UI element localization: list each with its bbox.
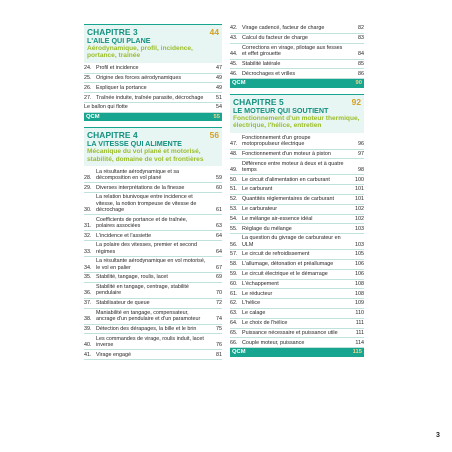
entry-number: 30. [84,206,92,213]
entry-page: 111 [355,320,364,327]
entry-number: 48. [230,150,238,157]
toc-entry[interactable] [84,334,222,350]
entry-number: 31. [84,222,92,229]
entry-title: Quantités réglementaires de carburant [242,196,334,203]
entry-number: 40. [84,341,92,348]
chapter-5-header [230,94,364,133]
entry-page: 100 [355,176,364,183]
entry-page: 83 [358,35,364,42]
entry-title: Traînée induite, traînée parasite, décrochage [96,94,204,101]
toc-entry[interactable] [230,319,364,329]
entry-title: Origine des forces aérodynamiques [96,74,182,81]
chapter-number: CHAPITRE 4 [87,130,138,141]
entry-title: Le circuit électrique et le démarrage [242,271,328,278]
entry-number: 63. [230,310,238,317]
entry-number: 46. [230,70,238,77]
entry-page: 76 [216,341,222,348]
entry-title: Le calage [242,310,266,317]
toc-entry[interactable] [84,299,222,309]
entry-number: 26. [84,84,92,91]
entry-page: 49 [216,84,222,91]
entry-title: Fonctionnement d'un groupe motopropulseur électrique [242,134,311,148]
toc-entry[interactable] [230,329,364,339]
entry-title: Le circuit de refroidissement [242,251,310,258]
entry-title: Réglage du mélange [242,225,292,232]
toc-entry[interactable] [230,60,364,70]
entry-number: 64. [230,320,238,327]
entry-number: 37. [84,300,92,307]
entry-page: 59 [216,174,222,181]
entry-page: 67 [216,264,222,271]
entry-page: 106 [355,261,364,268]
entry-page: 103 [355,241,364,248]
qcm-page: 115 [352,349,362,356]
entry-number: 41. [84,351,92,358]
qcm-label: QCM [232,80,246,87]
toc-entry[interactable] [84,283,222,299]
entry-number: 58. [230,261,238,268]
entry-title: Stabilité, tangage, roulis, lacet [96,274,168,281]
entry-page: 47 [216,65,222,72]
entry-title: Diverses interprétations de la finesse [96,184,185,191]
toc-left-column [84,24,222,360]
entry-title: L'échappement [242,280,279,287]
toc-entry[interactable] [230,34,364,44]
toc-entry[interactable] [84,215,222,231]
toc-entry[interactable] [84,350,222,360]
toc-entry[interactable] [230,175,364,185]
chapter-title: LE MOTEUR QUI SOUTIENT [233,105,329,115]
entry-number: 45. [230,60,238,67]
entry-title: Le réducteur [242,290,273,297]
entry-title: Le ballon qui flotte [84,104,128,111]
entry-title: Les commandes de virage, roulis induit, lacet inverse [96,335,204,348]
entry-title: Maniabilité en tangage, compensateur, ancrage d'un pendulaire et d'un paramoteur [96,309,201,323]
entry-title: Puissance nécessaire et puissance utile [242,329,338,336]
entry-number: 24. [84,65,92,72]
entry-number: 57. [230,251,238,258]
entry-title: Corrections en virage, pilotage aux fesses et effet girouette [242,44,343,58]
entry-title: Le mélange air-essence idéal [242,215,313,222]
entry-number: 27. [84,94,92,101]
entry-page: 105 [355,251,364,258]
entry-title: Le choix de l'hélice [242,320,288,327]
chapter-page: 92 [351,96,361,107]
toc-entry[interactable] [84,231,222,241]
entry-number: 66. [230,339,238,346]
entry-page: 54 [216,104,222,111]
entry-page: 63 [216,222,222,229]
chapter-number: CHAPITRE 5 [233,96,284,107]
entry-title: La résultante aérodynamique en vol motorisé, le vol en palier [96,258,206,271]
toc-entry[interactable] [84,273,222,283]
qcm-bar[interactable] [84,113,222,122]
toc-entry[interactable] [230,280,364,290]
toc-entry[interactable] [230,260,364,270]
entry-title: L'incidence et l'assiette [96,232,152,239]
entry-number: 44. [230,51,238,58]
toc-entry[interactable] [230,205,364,215]
chapter-4-header [84,127,222,166]
page-number: 3 [436,432,440,439]
toc-entry[interactable] [84,93,222,103]
entry-number: 61. [230,290,238,297]
entry-number: 65. [230,329,238,336]
toc-entry[interactable] [230,215,364,225]
chapter-number: CHAPITRE 3 [87,27,138,37]
qcm-label: QCM [86,114,100,121]
entry-title: La polaire des vitesses, premier et second régimes [96,242,197,255]
qcm-bar[interactable] [230,348,364,357]
entry-page: 51 [216,94,222,101]
entry-number: 59. [230,271,238,278]
qcm-label: QCM [232,349,246,356]
entry-number: 32. [84,232,92,239]
entry-title: Virage cadencé, facteur de charge [242,25,325,32]
entry-number: 53. [230,206,238,213]
qcm-page: 55 [213,114,220,121]
entry-number: 43. [230,35,238,42]
entry-title: Expliquer la portance [96,84,147,91]
entry-number: 56. [230,241,238,248]
entry-title: Virage engagé [96,351,131,358]
entry-number: 47. [230,141,238,148]
toc-entry[interactable] [84,64,222,74]
entry-page: 114 [355,339,364,346]
entry-page: 106 [355,271,364,278]
entry-number: 51. [230,186,238,193]
entry-title: Le circuit d'alimentation en carburant [242,176,330,183]
entry-number: 50. [230,176,238,183]
entry-title: Couple moteur, puissance [242,339,305,346]
entry-title: L'hélice [242,300,261,307]
entry-page: 60 [216,184,222,191]
toc-entry[interactable] [230,250,364,260]
entry-page: 84 [358,51,364,58]
entry-number: 49. [230,166,238,173]
entry-page: 98 [358,166,364,173]
entry-title: Stabilisateur de queue [96,300,150,307]
chapter-subtitle: Mécanique du vol plané et motorisé, stabilité, domaine de vol et frontières [87,148,204,163]
entry-page: 109 [355,300,364,307]
entry-page: 70 [216,290,222,297]
entry-number: 29. [84,184,92,191]
entry-page: 75 [216,325,222,332]
entry-title: Stabilité latérale [242,60,281,67]
entry-page: 81 [216,351,222,358]
toc-entry[interactable] [84,257,222,273]
entry-number: 42. [230,25,238,32]
toc-entry[interactable] [230,69,364,79]
entry-page: 74 [216,316,222,323]
entry-title: Le carburant [242,186,273,193]
entry-title: La résultante aérodynamique et sa décomposition en vol plané [96,168,180,181]
toc-entry[interactable] [230,299,364,309]
toc-entry[interactable] [230,309,364,319]
chapter-page: 44 [209,27,219,37]
entry-title: Fonctionnement d'un moteur à piston [242,150,331,157]
entry-page: 103 [355,225,364,232]
toc-entry[interactable] [230,185,364,195]
entry-number: 38. [84,316,92,323]
entry-page: 111 [355,329,364,336]
entry-number: 34. [84,264,92,271]
entry-title: Le carburateur [242,206,278,213]
entry-page: 97 [358,150,364,157]
toc-entry[interactable] [230,338,364,348]
chapter-subtitle: Aérodynamique, profil, incidence, portance, traînée [87,45,193,60]
entry-title: La question du givrage de carburateur en ULM [242,235,341,248]
chapter-subtitle: Fonctionnement d'un moteur thermique, électrique, l'hélice, entretien [233,114,360,130]
entry-page: 102 [355,215,364,222]
toc-entry[interactable] [230,24,364,34]
entry-title: Stabilité en tangage, centrage, stabilité pendulaire [96,284,189,297]
entry-page: 101 [355,186,364,193]
entry-page: 85 [358,60,364,67]
toc-entry[interactable] [84,325,222,335]
entry-title: Calcul du facteur de charge [242,35,308,42]
toc-entry[interactable] [230,159,364,175]
toc-entry[interactable] [84,241,222,257]
entry-page: 102 [355,206,364,213]
entry-number: 33. [84,248,92,255]
toc-entry[interactable] [84,309,222,325]
entry-page: 49 [216,74,222,81]
toc-entry[interactable] [230,224,364,234]
entry-page: 110 [355,310,364,317]
toc-entry[interactable] [84,74,222,84]
entry-title: L'allumage, détonation et préallumage [242,261,334,268]
chapter-4-entries [84,167,222,360]
chapter-5-entries [230,134,364,349]
entry-number: 52. [230,196,238,203]
entry-page: 101 [355,196,364,203]
entry-number: 25. [84,74,92,81]
entry-page: 72 [216,300,222,307]
entry-number: 28. [84,174,92,181]
entry-title: Différence entre moteur à deux et à quatre temps [242,160,344,173]
entry-page: 86 [358,70,364,77]
toc-entry[interactable] [230,195,364,205]
chapter-title: LA VITESSE QUI ALIMENTE [87,139,182,149]
entry-page: 96 [358,141,364,148]
toc-entry[interactable] [230,289,364,299]
toc-entry[interactable] [230,134,364,150]
toc-entry[interactable] [84,103,222,113]
entry-number: 62. [230,300,238,307]
chapter-3-header [84,24,222,63]
chapter-title: L'AILE QUI PLANE [87,36,151,45]
entry-title: Coefficients de portance et de traînée, polaires associées [96,216,188,229]
entry-number: 36. [84,290,92,297]
entry-page: 108 [355,280,364,287]
entry-title: Décrochages et vrilles [242,70,296,77]
chapter-4-continued-entries [230,24,364,79]
toc-entry[interactable] [230,44,364,60]
qcm-bar[interactable] [230,79,364,88]
entry-number: 60. [230,280,238,287]
entry-page: 64 [216,232,222,239]
entry-number: 54. [230,215,238,222]
toc-entry[interactable] [84,183,222,193]
toc-entry[interactable] [84,193,222,215]
entry-page: 64 [216,248,222,255]
entry-page: 61 [216,206,222,213]
entry-number: 35. [84,274,92,281]
chapter-page: 56 [209,130,219,141]
toc-right-column [230,24,364,363]
entry-page: 82 [358,25,364,32]
toc-entry[interactable] [84,167,222,183]
entry-number: 55. [230,225,238,232]
entry-title: Profil et incidence [96,65,139,72]
entry-page: 69 [216,274,222,281]
toc-entry[interactable] [230,270,364,280]
entry-title: La relation biunivoque entre incidence et vitesse, la notion trompeuse de vitesse de décrochage [96,194,197,213]
toc-entry[interactable] [230,150,364,160]
toc-entry[interactable] [84,83,222,93]
entry-number: 39. [84,325,92,332]
chapter-3-entries [84,64,222,113]
qcm-page: 90 [355,80,362,87]
toc-entry[interactable] [230,234,364,250]
entry-title: Détection des dérapages, la bille et le brin [96,325,197,332]
entry-page: 108 [355,290,364,297]
